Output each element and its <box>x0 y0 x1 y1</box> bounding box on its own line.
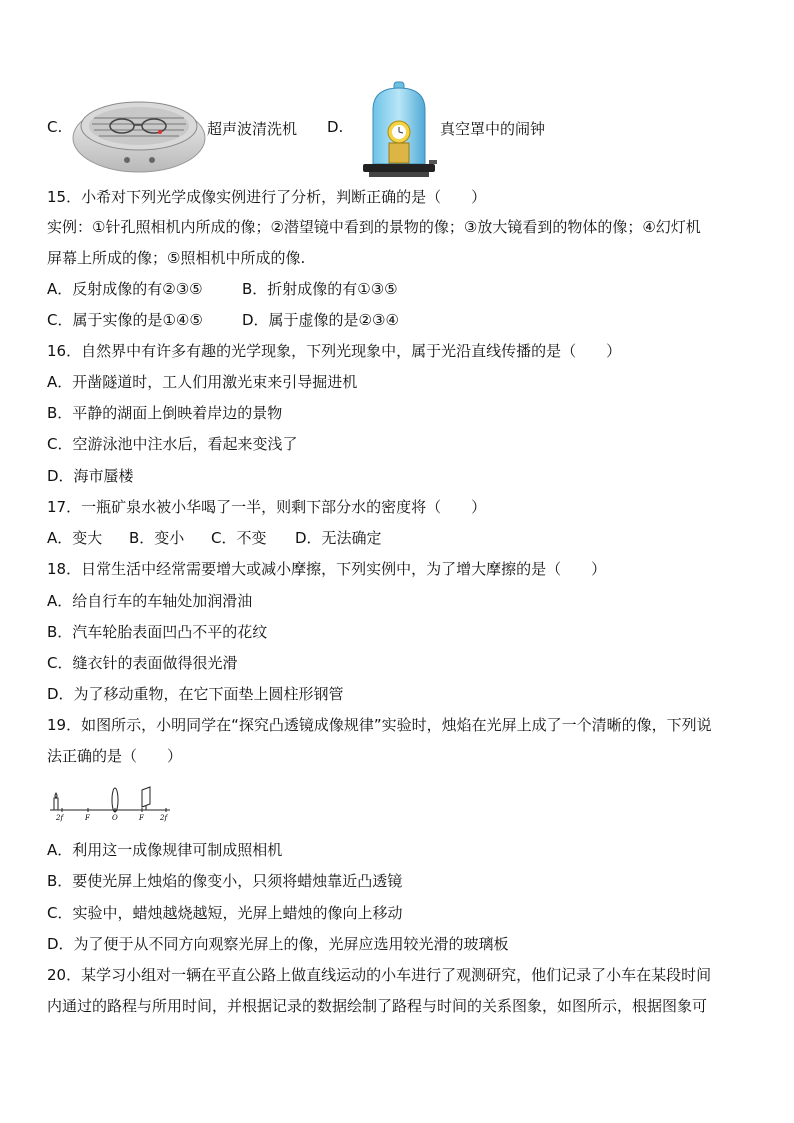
q14-options-row <box>47 80 767 180</box>
q15-options-cd <box>47 310 399 330</box>
q20-stem-line1: 20．某学习小组对一辆在平直公路上做直线运动的小车进行了观测研究，他们记录了小车在某段时间 <box>47 966 712 984</box>
fig-label-f-right: F <box>139 814 144 822</box>
q15-stem: 15．小希对下列光学成像实例进行了分析，判断正确的是（ ） <box>47 188 487 206</box>
q18-option-a[interactable]: A．给自行车的车轴处加润滑油 <box>47 592 253 610</box>
q17-option-c[interactable]: C．不变 <box>211 529 267 547</box>
ultrasonic-cleaner-image <box>72 88 207 173</box>
q19-option-a[interactable]: A．利用这一成像规律可制成照相机 <box>47 841 283 859</box>
option-d-label: 真空罩中的闹钟 <box>440 120 546 138</box>
option-c-label: 超声波清洗机 <box>207 120 298 138</box>
q15-option-a[interactable]: A．反射成像的有②③⑤ <box>47 280 203 298</box>
q15-option-d[interactable]: D．属于虚像的是②③④ <box>242 311 399 329</box>
q16-option-b[interactable]: B．平静的湖面上倒映着岸边的景物 <box>47 404 283 422</box>
q17-option-a[interactable]: A．变大 <box>47 529 103 547</box>
option-d-letter: D. <box>327 118 344 136</box>
q15-examples-line2: 屏幕上所成的像；⑤照相机中所成的像. <box>47 249 306 267</box>
option-c-letter: C. <box>47 118 63 136</box>
q16-option-a[interactable]: A．开凿隧道时，工人们用激光束来引导掘进机 <box>47 373 358 391</box>
bell-jar-alarm-clock-image <box>359 80 439 180</box>
q19-option-b[interactable]: B．要使光屏上烛焰的像变小，只须将蜡烛靠近凸透镜 <box>47 872 403 890</box>
q16-option-c[interactable]: C．空游泳池中注水后，看起来变浅了 <box>47 435 298 453</box>
q15-option-b[interactable]: B．折射成像的有①③⑤ <box>242 280 398 298</box>
q19-stem-line2: 法正确的是（ ） <box>47 747 183 765</box>
q19-option-d[interactable]: D．为了便于从不同方向观察光屏上的像，光屏应选用较光滑的玻璃板 <box>47 935 509 953</box>
convex-lens-setup-diagram <box>48 782 173 822</box>
q15-options-ab <box>47 279 398 299</box>
q19-stem-line1: 19．如图所示，小明同学在“探究凸透镜成像规律”实验时，烛焰在光屏上成了一个清晰的像，下列说 <box>47 716 712 734</box>
q17-option-d[interactable]: D．无法确定 <box>295 529 382 547</box>
q19-option-c[interactable]: C．实验中，蜡烛越烧越短，光屏上蜡烛的像向上移动 <box>47 904 403 922</box>
fig-label-2f-left: 2f <box>56 814 64 822</box>
q16-stem: 16．自然界中有许多有趣的光学现象，下列光现象中，属于光沿直线传播的是（ ） <box>47 342 622 360</box>
q18-option-d[interactable]: D．为了移动重物，在它下面垫上圆柱形钢管 <box>47 685 344 703</box>
q18-stem: 18．日常生活中经常需要增大或减小摩擦，下列实例中，为了增大摩擦的是（ ） <box>47 560 607 578</box>
q18-option-c[interactable]: C．缝衣针的表面做得很光滑 <box>47 654 238 672</box>
fig-label-2f-right: 2f <box>160 814 168 822</box>
q17-stem: 17．一瓶矿泉水被小华喝了一半，则剩下部分水的密度将（ ） <box>47 498 487 516</box>
q16-option-d[interactable]: D．海市蜃楼 <box>47 467 134 485</box>
fig-label-o: O <box>112 814 118 822</box>
fig-label-f-left: F <box>85 814 90 822</box>
q15-option-c[interactable]: C．属于实像的是①④⑤ <box>47 311 203 329</box>
q17-options <box>47 528 382 548</box>
q20-stem-line2: 内通过的路程与所用时间，并根据记录的数据绘制了路程与时间的关系图象，如图所示，根据图象可 <box>47 997 708 1015</box>
q15-examples-line1: 实例：①针孔照相机内所成的像；②潜望镜中看到的景物的像；③放大镜看到的物体的像；④幻灯机 <box>47 218 701 236</box>
q17-option-b[interactable]: B．变小 <box>129 529 185 547</box>
q18-option-b[interactable]: B．汽车轮胎表面凹凸不平的花纹 <box>47 623 268 641</box>
